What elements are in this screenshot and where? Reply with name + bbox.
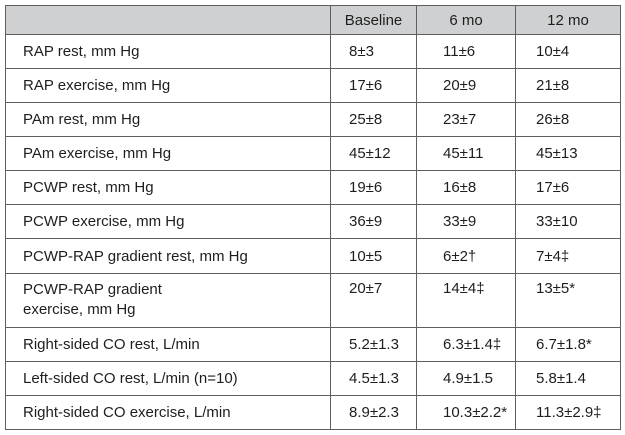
- cell-6-months: 20±9: [417, 69, 516, 103]
- table-row: [6, 137, 621, 171]
- row-label-line-1: PCWP-RAP gradient: [23, 281, 162, 299]
- cell-6-months: 45±11: [417, 137, 516, 171]
- row-label-line-2: exercise, mm Hg: [23, 301, 136, 319]
- header-baseline: Baseline: [331, 6, 417, 35]
- cell-12-months: 10±4: [516, 35, 621, 69]
- cell-12-months: 5.8±1.4: [516, 361, 621, 395]
- cell-baseline: 36±9: [331, 205, 417, 239]
- cell-12-months: 7±4‡: [516, 239, 621, 273]
- cell-baseline: 45±12: [331, 137, 417, 171]
- cell-12-months: 13±5*: [516, 273, 621, 327]
- cell-baseline: 5.2±1.3: [331, 327, 417, 361]
- cell-baseline: 19±6: [331, 171, 417, 205]
- row-label: PCWP-RAP gradient rest, mm Hg: [6, 239, 331, 273]
- cell-6-months: 10.3±2.2*: [417, 395, 516, 429]
- cell-baseline: 25±8: [331, 103, 417, 137]
- table-row: [6, 239, 621, 273]
- row-label: RAP exercise, mm Hg: [6, 69, 331, 103]
- cell-baseline: 20±7: [331, 273, 417, 327]
- table-row: [6, 69, 621, 103]
- cell-baseline: 8±3: [331, 35, 417, 69]
- cell-12-months: 21±8: [516, 69, 621, 103]
- cell-6-months: 16±8: [417, 171, 516, 205]
- cell-6-months: 23±7: [417, 103, 516, 137]
- cell-6-months: 14±4‡: [417, 273, 516, 327]
- cell-6-months: 4.9±1.5: [417, 361, 516, 395]
- row-label: PAm exercise, mm Hg: [6, 137, 331, 171]
- table-row: [6, 205, 621, 239]
- table-row: [6, 327, 621, 361]
- row-label: PCWP rest, mm Hg: [6, 171, 331, 205]
- row-label: Left-sided CO rest, L/min (n=10): [6, 361, 331, 395]
- row-label: Right-sided CO rest, L/min: [6, 327, 331, 361]
- row-label: Right-sided CO exercise, L/min: [6, 395, 331, 429]
- table-row: [6, 361, 621, 395]
- table-row: [6, 103, 621, 137]
- header-blank-cell: [6, 6, 331, 35]
- cell-6-months: 6.3±1.4‡: [417, 327, 516, 361]
- cell-baseline: 4.5±1.3: [331, 361, 417, 395]
- table-header-row: [6, 6, 621, 35]
- cell-12-months: 26±8: [516, 103, 621, 137]
- table-row: [6, 273, 621, 327]
- cell-baseline: 17±6: [331, 69, 417, 103]
- cell-12-months: 6.7±1.8*: [516, 327, 621, 361]
- table-row: [6, 395, 621, 429]
- hemodynamics-table: [5, 5, 621, 430]
- cell-12-months: 33±10: [516, 205, 621, 239]
- cell-6-months: 6±2†: [417, 239, 516, 273]
- table-row: [6, 35, 621, 69]
- cell-12-months: 17±6: [516, 171, 621, 205]
- header-12-months: 12 mo: [516, 6, 621, 35]
- cell-baseline: 10±5: [331, 239, 417, 273]
- cell-12-months: 11.3±2.9‡: [516, 395, 621, 429]
- row-label: [6, 273, 331, 327]
- cell-baseline: 8.9±2.3: [331, 395, 417, 429]
- table-row: [6, 171, 621, 205]
- cell-12-months: 45±13: [516, 137, 621, 171]
- row-label: PCWP exercise, mm Hg: [6, 205, 331, 239]
- row-label: RAP rest, mm Hg: [6, 35, 331, 69]
- row-label: PAm rest, mm Hg: [6, 103, 331, 137]
- cell-6-months: 33±9: [417, 205, 516, 239]
- cell-6-months: 11±6: [417, 35, 516, 69]
- header-6-months: 6 mo: [417, 6, 516, 35]
